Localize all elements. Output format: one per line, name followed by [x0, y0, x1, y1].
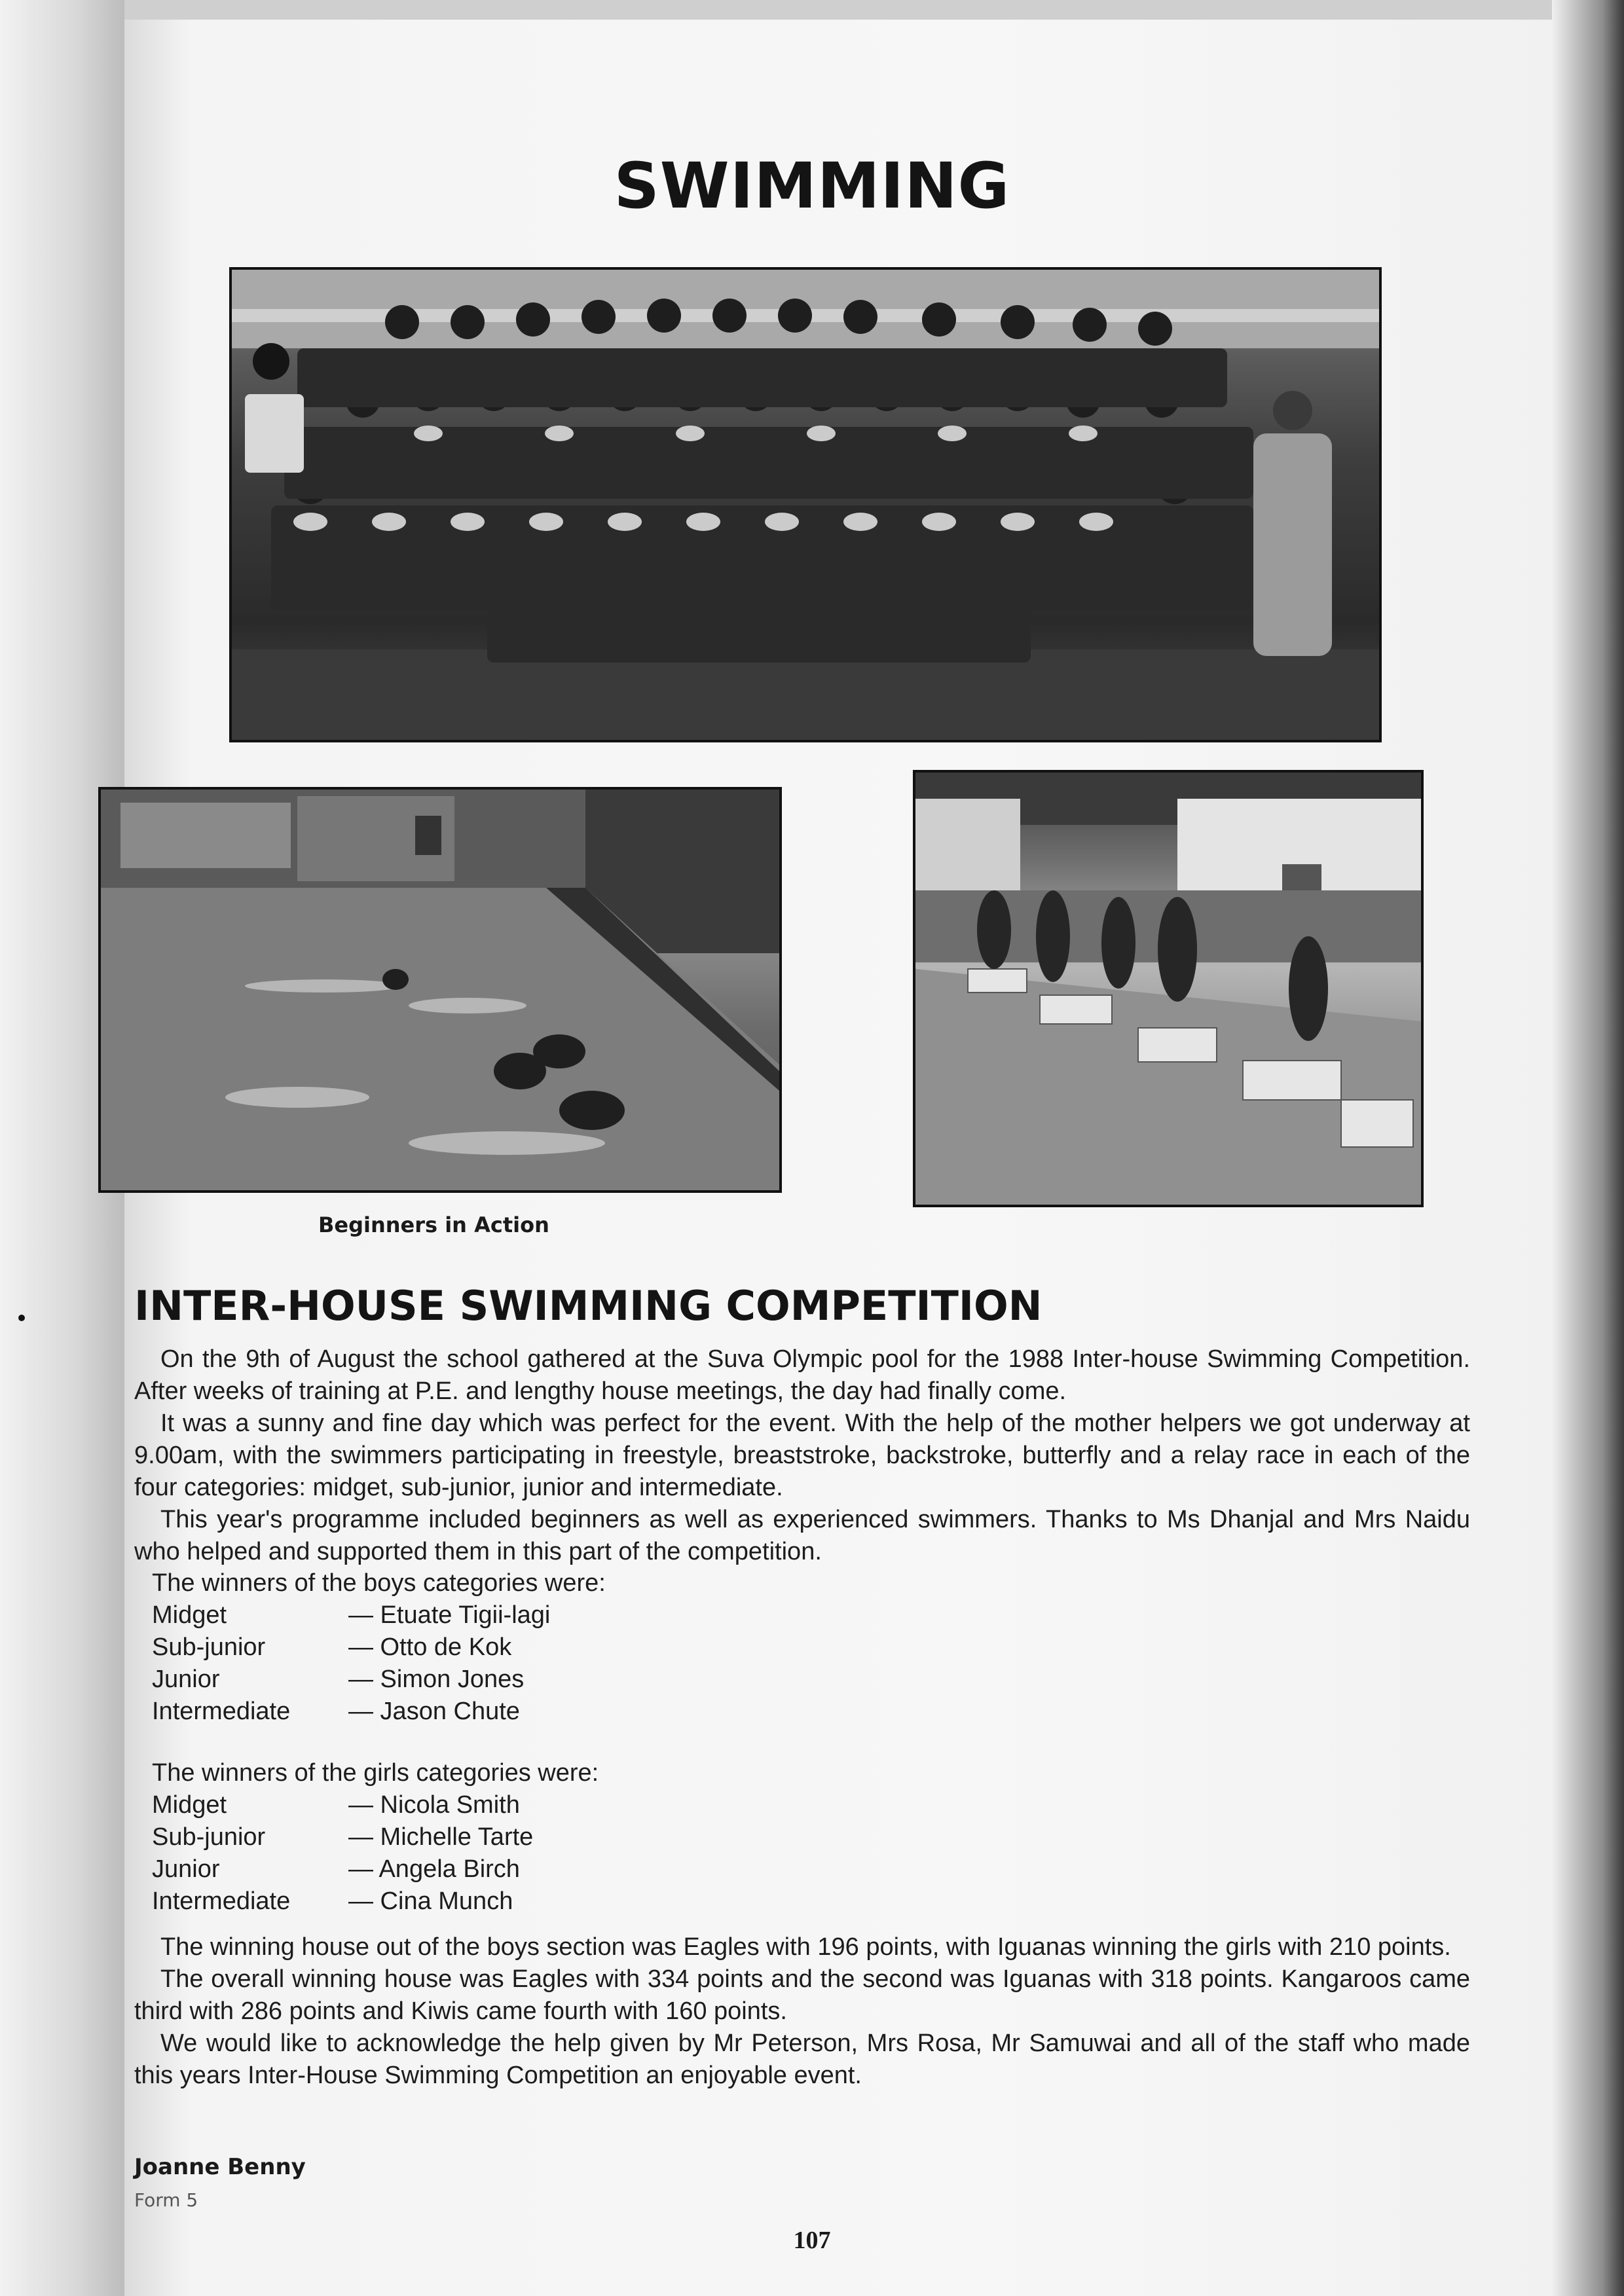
winner-row: [152, 1599, 606, 1631]
winner-category: Midget: [152, 1791, 227, 1819]
winner-row: [152, 1886, 599, 1918]
beginners-pool-photo: [98, 787, 782, 1193]
article-closing: [134, 1931, 1470, 2092]
boys-winners-list: [152, 1567, 606, 1728]
winner-name: — Jason Chute: [348, 1698, 520, 1725]
winner-category: Intermediate: [152, 1698, 291, 1725]
paragraph: The winning house out of the boys section was Eagles with 196 points, with Iguanas winning the girls with 210 points.: [160, 1933, 1451, 1961]
winner-name: — Michelle Tarte: [348, 1823, 534, 1851]
paragraph: It was a sunny and fine day which was perfect for the event. With the help of the mother helpers we got underway at 9.00am, with the swimmers participating in freestyle, breaststroke, backstroke, butterfly and a relay race in each of the four categories: midget, sub-junior, junior and intermediate.: [134, 1410, 1470, 1501]
author-name: Joanne Benny: [134, 2154, 306, 2180]
winner-row: [152, 1853, 599, 1886]
paragraph: The overall winning house was Eagles with 334 points and the second was Iguanas with 318 points. Kangaroos came third with 286 points and Kiwis came fourth with 160 points.: [134, 1965, 1470, 2025]
scan-top-edge: [0, 0, 1624, 20]
winner-name: — Simon Jones: [348, 1666, 525, 1693]
beginners-pool-illustration: [101, 790, 779, 1190]
girls-winners-list: [152, 1757, 599, 1918]
winner-row: [152, 1664, 606, 1696]
winner-name: — Angela Birch: [348, 1855, 520, 1883]
winner-name: — Cina Munch: [348, 1887, 513, 1915]
winner-category: Junior: [152, 1855, 220, 1883]
winner-category: Sub-junior: [152, 1633, 266, 1661]
winner-name: — Etuate Tigii-lagi: [348, 1601, 551, 1629]
boys-winners-intro: The winners of the boys categories were:: [152, 1569, 606, 1597]
paragraph: This year's programme included beginners as well as experienced swimmers. Thanks to Ms Dhanjal and Mrs Naidu who helped and supported them in this part of the competition.: [134, 1506, 1470, 1565]
winner-row: [152, 1696, 606, 1728]
scan-speck: [18, 1315, 25, 1321]
winner-category: Midget: [152, 1601, 227, 1629]
page-number: 107: [793, 2227, 831, 2254]
team-photo: [229, 267, 1382, 742]
article-body: [134, 1343, 1470, 1568]
winner-name: — Nicola Smith: [348, 1791, 520, 1819]
winner-category: Intermediate: [152, 1887, 291, 1915]
winner-category: Sub-junior: [152, 1823, 266, 1851]
starting-blocks-illustration: [915, 773, 1421, 1205]
winner-category: Junior: [152, 1666, 220, 1693]
photo-caption: Beginners in Action: [318, 1212, 549, 1237]
paragraph: On the 9th of August the school gathered at the Suva Olympic pool for the 1988 Inter-house Swimming Competition. After weeks of training at P.E. and lengthy house meetings, the day had finally come.: [134, 1345, 1470, 1405]
page-title: SWIMMING: [614, 149, 1010, 223]
paragraph: We would like to acknowledge the help given by Mr Peterson, Mrs Rosa, Mr Samuwai and all of the staff who made this years Inter-House Swimming Competition an enjoyable event.: [134, 2030, 1470, 2089]
team-photo-illustration: [232, 270, 1379, 740]
starting-blocks-photo: [913, 770, 1424, 1207]
page-right-edge: [1552, 0, 1624, 2296]
girls-winners-intro: The winners of the girls categories were:: [152, 1759, 599, 1787]
author-form: Form 5: [134, 2189, 198, 2211]
winner-name: — Otto de Kok: [348, 1633, 512, 1661]
winner-row: [152, 1821, 599, 1853]
winner-row: [152, 1789, 599, 1821]
winner-row: [152, 1631, 606, 1664]
article-heading: INTER-HOUSE SWIMMING COMPETITION: [134, 1282, 1043, 1330]
